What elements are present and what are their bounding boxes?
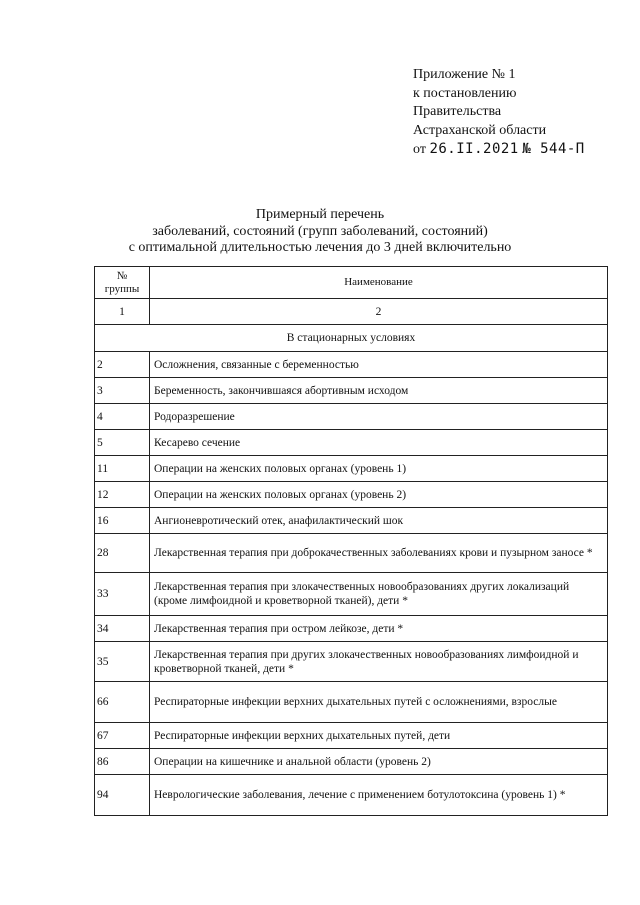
table-header-row (95, 267, 608, 299)
group-name: Лекарственная терапия при остром лейкозе, дети * (150, 616, 608, 642)
appendix-line-2: к постановлению (413, 85, 517, 101)
decree-number: № 544-П (522, 141, 585, 157)
table-row (95, 775, 608, 816)
table-row (95, 352, 608, 378)
table-row (95, 749, 608, 775)
group-name: Лекарственная терапия при злокачественных новообразованиях других локализаций (кроме лимфоидной и кроветворной тканей), дети * (150, 573, 608, 616)
table-row (95, 642, 608, 682)
group-number: 66 (95, 682, 150, 723)
table-row (95, 508, 608, 534)
group-name: Беременность, закончившаяся абортивным исходом (150, 378, 608, 404)
group-name: Ангионевротический отек, анафилактический шок (150, 508, 608, 534)
group-number: 35 (95, 642, 150, 682)
appendix-block (413, 66, 585, 160)
group-name: Лекарственная терапия при других злокачественных новообразованиях лимфоидной и кроветворной тканей, дети * (150, 642, 608, 682)
table-row (95, 482, 608, 508)
group-number: 5 (95, 430, 150, 456)
appendix-line-1: Приложение № 1 (413, 67, 516, 82)
section-row (95, 325, 608, 352)
group-number: 11 (95, 456, 150, 482)
decree-date: 26.II.2021 (429, 141, 519, 157)
group-number: 4 (95, 404, 150, 430)
decree-line (413, 140, 585, 160)
group-name: Респираторные инфекции верхних дыхательных путей, дети (150, 723, 608, 749)
group-name: Респираторные инфекции верхних дыхательных путей с осложнениями, взрослые (150, 682, 608, 723)
header-name: Наименование (150, 267, 608, 299)
group-name: Операции на женских половых органах (уровень 1) (150, 456, 608, 482)
table-row (95, 430, 608, 456)
group-number: 2 (95, 352, 150, 378)
group-number: 33 (95, 573, 150, 616)
group-number: 16 (95, 508, 150, 534)
date-prefix: от (413, 142, 426, 157)
appendix-line-4: Астраханской области (413, 122, 547, 138)
group-name: Операции на женских половых органах (уровень 2) (150, 482, 608, 508)
appendix-line-3: Правительства (413, 104, 502, 119)
title-line-3: с оптимальной длительностью лечения до 3 дней включительно (128, 240, 512, 255)
disease-table (94, 266, 608, 816)
group-name: Осложнения, связанные с беременностью (150, 352, 608, 378)
group-number: 94 (95, 775, 150, 816)
group-name: Неврологические заболевания, лечение с применением ботулотоксина (уровень 1) * (150, 775, 608, 816)
group-number: 12 (95, 482, 150, 508)
table-row (95, 723, 608, 749)
group-number: 86 (95, 749, 150, 775)
column-number-2: 2 (150, 299, 608, 325)
table-row (95, 616, 608, 642)
group-number: 34 (95, 616, 150, 642)
column-number-row (95, 299, 608, 325)
column-number-1: 1 (95, 299, 150, 325)
group-name: Лекарственная терапия при доброкачественных заболеваниях крови и пузырном заносе * (150, 534, 608, 573)
group-number: 67 (95, 723, 150, 749)
group-name: Родоразрешение (150, 404, 608, 430)
group-number: 28 (95, 534, 150, 573)
header-group-no: № группы (95, 267, 150, 299)
table-row (95, 682, 608, 723)
title-line-1: Примерный перечень (255, 207, 385, 222)
group-number: 3 (95, 378, 150, 404)
table-row (95, 456, 608, 482)
section-title: В стационарных условиях (95, 325, 608, 352)
document-title (0, 207, 640, 257)
table-row (95, 573, 608, 616)
table-row (95, 378, 608, 404)
group-name: Кесарево сечение (150, 430, 608, 456)
table-row (95, 534, 608, 573)
table-row (95, 404, 608, 430)
title-line-2: заболеваний, состояний (групп заболеваний, состояний) (152, 223, 488, 239)
group-name: Операции на кишечнике и анальной области (уровень 2) (150, 749, 608, 775)
